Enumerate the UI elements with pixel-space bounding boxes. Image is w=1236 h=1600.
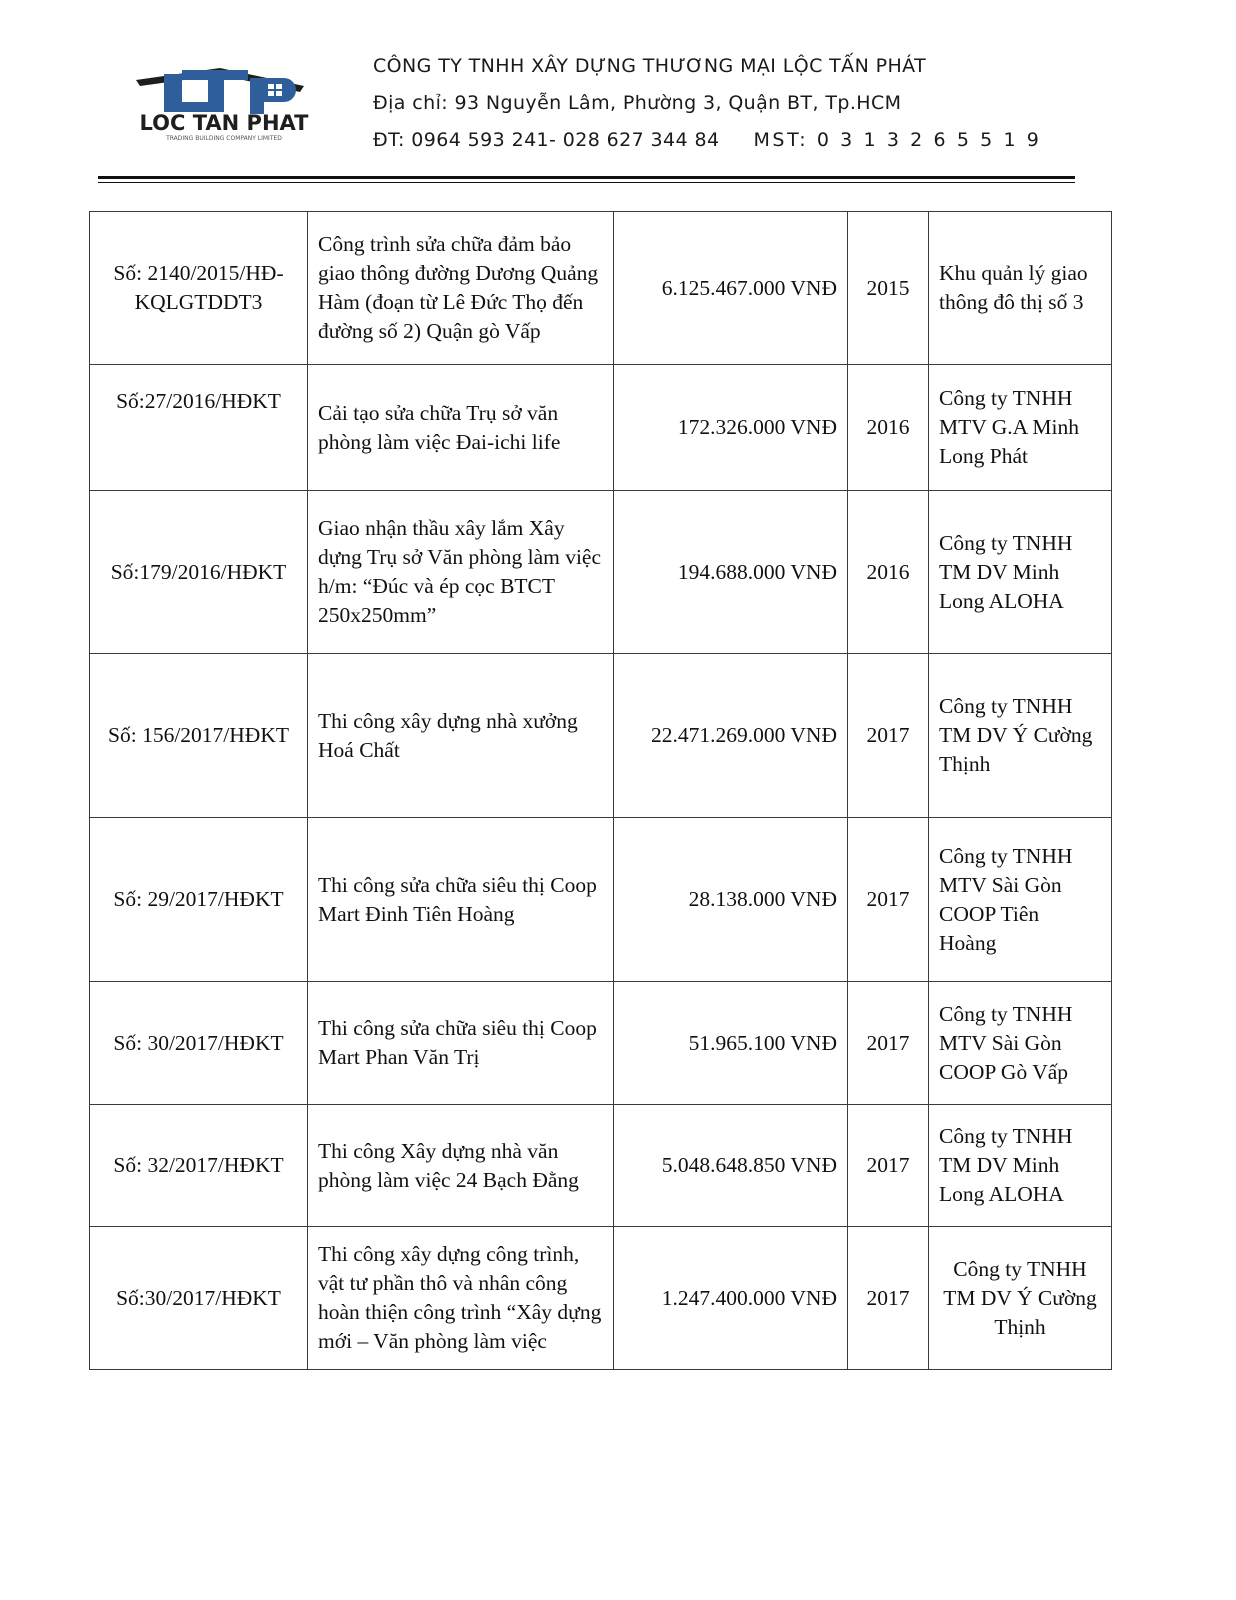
contract-year: 2017 — [848, 1227, 929, 1370]
contract-value: 5.048.648.850 VNĐ — [614, 1105, 848, 1227]
contract-year: 2017 — [848, 1105, 929, 1227]
contract-value: 1.247.400.000 VNĐ — [614, 1227, 848, 1370]
project-description: Thi công sửa chữa siêu thị Coop Mart Đinh Tiên Hoàng — [308, 818, 614, 982]
contract-value: 28.138.000 VNĐ — [614, 818, 848, 982]
logo-text: LOC TAN PHAT — [139, 111, 309, 135]
client-name: Công ty TNHH TM DV Minh Long ALOHA — [929, 1105, 1112, 1227]
contracts-table — [89, 211, 1112, 1370]
table-row — [90, 1105, 1112, 1227]
client-name: Công ty TNHH MTV Sài Gòn COOP Tiên Hoàng — [929, 818, 1112, 982]
contract-value: 172.326.000 VNĐ — [614, 365, 848, 491]
project-description: Thi công Xây dựng nhà văn phòng làm việc 24 Bạch Đằng — [308, 1105, 614, 1227]
client-name: Công ty TNHH MTV Sài Gòn COOP Gò Vấp — [929, 982, 1112, 1105]
table-row — [90, 212, 1112, 365]
contract-year: 2015 — [848, 212, 929, 365]
contract-year: 2017 — [848, 982, 929, 1105]
contract-value: 6.125.467.000 VNĐ — [614, 212, 848, 365]
company-logo — [108, 64, 340, 144]
table-row — [90, 982, 1112, 1105]
project-description: Công trình sửa chữa đảm bảo giao thông đường Dương Quảng Hàm (đoạn từ Lê Đức Thọ đến đường số 2) Quận gò Vấp — [308, 212, 614, 365]
project-description: Cải tạo sửa chữa Trụ sở văn phòng làm việc Đai-ichi life — [308, 365, 614, 491]
table-row — [90, 654, 1112, 818]
client-name: Công ty TNHH TM DV Ý Cường Thịnh — [929, 1227, 1112, 1370]
client-name: Công ty TNHH MTV G.A Minh Long Phát — [929, 365, 1112, 491]
header-divider-thin — [98, 182, 1075, 183]
project-description: Thi công sửa chữa siêu thị Coop Mart Phan Văn Trị — [308, 982, 614, 1105]
contract-value: 51.965.100 VNĐ — [614, 982, 848, 1105]
client-name: Khu quản lý giao thông đô thị số 3 — [929, 212, 1112, 365]
contract-number: Số: 2140/2015/HĐ-KQLGTDDT3 — [90, 212, 308, 365]
contract-number: Số: 30/2017/HĐKT — [90, 982, 308, 1105]
project-description: Thi công xây dựng nhà xưởng Hoá Chất — [308, 654, 614, 818]
phone-numbers: ĐT: 0964 593 241- 028 627 344 84 — [373, 129, 720, 151]
table-row — [90, 818, 1112, 982]
project-description: Thi công xây dựng công trình, vật tư phần thô và nhân công hoàn thiện công trình “Xây dựng mới – Văn phòng làm việc — [308, 1227, 614, 1370]
company-address: Địa chỉ: 93 Nguyễn Lâm, Phường 3, Quận BT, Tp.HCM — [373, 92, 902, 114]
table-row — [90, 365, 1112, 491]
contract-value: 194.688.000 VNĐ — [614, 491, 848, 654]
contract-number: Số:179/2016/HĐKT — [90, 491, 308, 654]
project-description: Giao nhận thầu xây lắm Xây dựng Trụ sở Văn phòng làm việc h/m: “Đúc và ép cọc BTCT 250x250mm” — [308, 491, 614, 654]
letterhead — [373, 48, 1042, 159]
contract-year: 2017 — [848, 654, 929, 818]
table-row — [90, 491, 1112, 654]
header-divider-thick — [98, 176, 1075, 179]
company-name: CÔNG TY TNHH XÂY DỰNG THƯƠNG MẠI LỘC TẤN PHÁT — [373, 55, 927, 77]
contract-year: 2017 — [848, 818, 929, 982]
contract-number: Số: 32/2017/HĐKT — [90, 1105, 308, 1227]
contract-number: Số:30/2017/HĐKT — [90, 1227, 308, 1370]
logo-subtext: TRADING BUILDING COMPANY LIMITED — [166, 135, 282, 142]
tax-code: MST: 0 3 1 3 2 6 5 5 1 9 — [753, 129, 1042, 151]
contract-value: 22.471.269.000 VNĐ — [614, 654, 848, 818]
contract-number: Số: 156/2017/HĐKT — [90, 654, 308, 818]
contract-year: 2016 — [848, 491, 929, 654]
contract-number: Số: 29/2017/HĐKT — [90, 818, 308, 982]
logo-letter-p — [250, 78, 264, 114]
client-name: Công ty TNHH TM DV Minh Long ALOHA — [929, 491, 1112, 654]
contact-line — [373, 122, 1042, 159]
table-row — [90, 1227, 1112, 1370]
client-name: Công ty TNHH TM DV Ý Cường Thịnh — [929, 654, 1112, 818]
contract-year: 2016 — [848, 365, 929, 491]
contract-number: Số:27/2016/HĐKT — [90, 365, 308, 491]
